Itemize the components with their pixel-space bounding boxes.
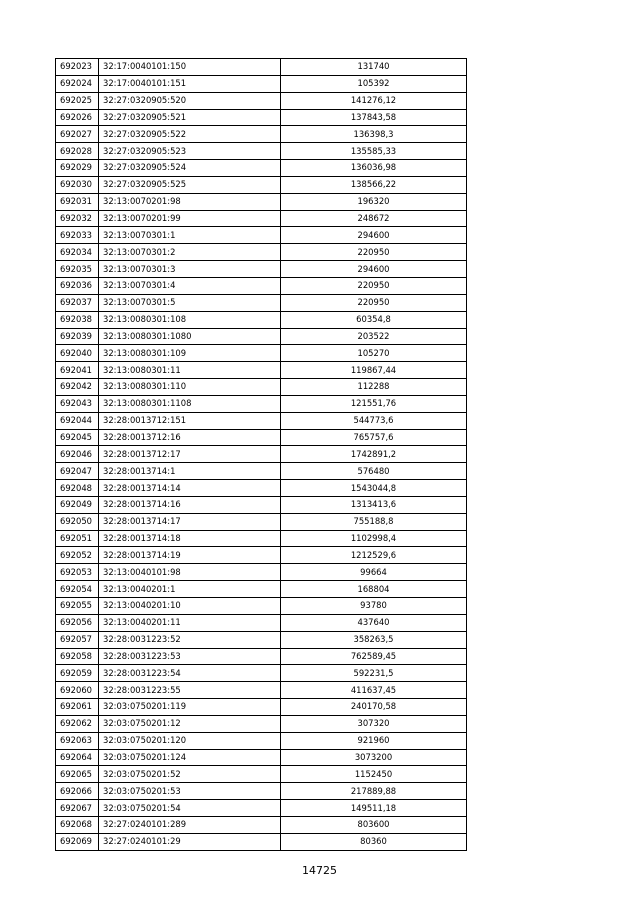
value-cell: 1543044,8 (281, 480, 467, 497)
table-row (56, 412, 467, 429)
cadastral-number-cell: 32:03:0750201:124 (99, 749, 281, 766)
value-cell: 119867,44 (281, 362, 467, 379)
value-cell: 1152450 (281, 766, 467, 783)
cadastral-number-cell: 32:28:0013712:16 (99, 429, 281, 446)
value-cell: 248672 (281, 210, 467, 227)
cadastral-number-cell: 32:13:0080301:108 (99, 311, 281, 328)
cadastral-number-cell: 32:17:0040101:151 (99, 75, 281, 92)
value-cell: 544773,6 (281, 412, 467, 429)
table-row (56, 176, 467, 193)
cadastral-number-cell: 32:03:0750201:52 (99, 766, 281, 783)
value-cell: 1102998,4 (281, 530, 467, 547)
value-cell: 105270 (281, 345, 467, 362)
value-cell: 137843,58 (281, 109, 467, 126)
cadastral-number-cell: 32:27:0320905:523 (99, 143, 281, 160)
row-number-cell: 692041 (56, 362, 99, 379)
row-number-cell: 692067 (56, 800, 99, 817)
cadastral-number-cell: 32:13:0070301:3 (99, 261, 281, 278)
value-cell: 921960 (281, 732, 467, 749)
cadastral-number-cell: 32:03:0750201:119 (99, 699, 281, 716)
row-number-cell: 692052 (56, 547, 99, 564)
value-cell: 294600 (281, 227, 467, 244)
table-row (56, 210, 467, 227)
row-number-cell: 692024 (56, 75, 99, 92)
cadastral-number-cell: 32:27:0320905:520 (99, 92, 281, 109)
row-number-cell: 692036 (56, 277, 99, 294)
table-row (56, 227, 467, 244)
cadastral-number-cell: 32:28:0013714:17 (99, 513, 281, 530)
row-number-cell: 692055 (56, 598, 99, 615)
cadastral-number-cell: 32:13:0070301:2 (99, 244, 281, 261)
cadastral-number-cell: 32:28:0013714:19 (99, 547, 281, 564)
table-row (56, 783, 467, 800)
row-number-cell: 692044 (56, 412, 99, 429)
table-row (56, 92, 467, 109)
value-cell: 141276,12 (281, 92, 467, 109)
value-cell: 1212529,6 (281, 547, 467, 564)
value-cell: 203522 (281, 328, 467, 345)
table-row (56, 564, 467, 581)
row-number-cell: 692035 (56, 261, 99, 278)
value-cell: 168804 (281, 581, 467, 598)
cadastral-number-cell: 32:17:0040101:150 (99, 59, 281, 76)
cadastral-number-cell: 32:27:0320905:525 (99, 176, 281, 193)
cadastral-number-cell: 32:13:0070201:98 (99, 193, 281, 210)
table-row (56, 800, 467, 817)
cadastral-number-cell: 32:28:0013714:16 (99, 496, 281, 513)
value-cell: 131740 (281, 59, 467, 76)
table-row (56, 109, 467, 126)
table-row (56, 530, 467, 547)
value-cell: 138566,22 (281, 176, 467, 193)
row-number-cell: 692042 (56, 379, 99, 396)
cadastral-number-cell: 32:28:0031223:52 (99, 631, 281, 648)
value-cell: 765757,6 (281, 429, 467, 446)
cadastral-number-cell: 32:27:0320905:521 (99, 109, 281, 126)
cadastral-number-cell: 32:28:0013714:1 (99, 463, 281, 480)
value-cell: 576480 (281, 463, 467, 480)
table-row (56, 294, 467, 311)
cadastral-number-cell: 32:27:0320905:522 (99, 126, 281, 143)
row-number-cell: 692054 (56, 581, 99, 598)
table-row (56, 749, 467, 766)
row-number-cell: 692062 (56, 715, 99, 732)
row-number-cell: 692058 (56, 648, 99, 665)
table-row (56, 547, 467, 564)
row-number-cell: 692066 (56, 783, 99, 800)
table-row (56, 244, 467, 261)
cadastral-number-cell: 32:03:0750201:54 (99, 800, 281, 817)
row-number-cell: 692038 (56, 311, 99, 328)
table-row (56, 480, 467, 497)
value-cell: 99664 (281, 564, 467, 581)
table-row (56, 143, 467, 160)
row-number-cell: 692028 (56, 143, 99, 160)
cadastral-number-cell: 32:13:0040201:10 (99, 598, 281, 615)
value-cell: 136036,98 (281, 160, 467, 177)
row-number-cell: 692034 (56, 244, 99, 261)
value-cell: 803600 (281, 816, 467, 833)
row-number-cell: 692023 (56, 59, 99, 76)
value-cell: 60354,8 (281, 311, 467, 328)
cadastral-number-cell: 32:28:0031223:54 (99, 665, 281, 682)
table-row (56, 513, 467, 530)
cadastral-number-cell: 32:28:0031223:53 (99, 648, 281, 665)
value-cell: 1313413,6 (281, 496, 467, 513)
value-cell: 240170,58 (281, 699, 467, 716)
row-number-cell: 692046 (56, 446, 99, 463)
cadastral-value-table (55, 58, 467, 851)
value-cell: 149511,18 (281, 800, 467, 817)
row-number-cell: 692030 (56, 176, 99, 193)
row-number-cell: 692057 (56, 631, 99, 648)
cadastral-number-cell: 32:27:0320905:524 (99, 160, 281, 177)
row-number-cell: 692051 (56, 530, 99, 547)
cadastral-number-cell: 32:28:0013712:17 (99, 446, 281, 463)
row-number-cell: 692026 (56, 109, 99, 126)
row-number-cell: 692043 (56, 395, 99, 412)
cadastral-number-cell: 32:13:0070301:1 (99, 227, 281, 244)
table-body (56, 59, 467, 851)
row-number-cell: 692047 (56, 463, 99, 480)
value-cell: 294600 (281, 261, 467, 278)
table-row (56, 328, 467, 345)
table-row (56, 496, 467, 513)
table-row (56, 311, 467, 328)
cadastral-number-cell: 32:03:0750201:12 (99, 715, 281, 732)
row-number-cell: 692048 (56, 480, 99, 497)
row-number-cell: 692069 (56, 833, 99, 850)
row-number-cell: 692068 (56, 816, 99, 833)
row-number-cell: 692063 (56, 732, 99, 749)
table-row (56, 59, 467, 76)
value-cell: 220950 (281, 294, 467, 311)
cadastral-number-cell: 32:13:0040101:98 (99, 564, 281, 581)
table-row (56, 682, 467, 699)
value-cell: 196320 (281, 193, 467, 210)
table-row (56, 75, 467, 92)
cadastral-number-cell: 32:13:0070301:5 (99, 294, 281, 311)
table-row (56, 160, 467, 177)
row-number-cell: 692033 (56, 227, 99, 244)
row-number-cell: 692037 (56, 294, 99, 311)
row-number-cell: 692045 (56, 429, 99, 446)
value-cell: 1742891,2 (281, 446, 467, 463)
table-row (56, 614, 467, 631)
table-row (56, 581, 467, 598)
row-number-cell: 692064 (56, 749, 99, 766)
table-row (56, 766, 467, 783)
cadastral-number-cell: 32:13:0080301:110 (99, 379, 281, 396)
table-row (56, 395, 467, 412)
value-cell: 121551,76 (281, 395, 467, 412)
table-row (56, 379, 467, 396)
row-number-cell: 692049 (56, 496, 99, 513)
value-cell: 217889,88 (281, 783, 467, 800)
table-row (56, 446, 467, 463)
cadastral-number-cell: 32:13:0040201:1 (99, 581, 281, 598)
value-cell: 136398,3 (281, 126, 467, 143)
table-row (56, 345, 467, 362)
row-number-cell: 692065 (56, 766, 99, 783)
row-number-cell: 692032 (56, 210, 99, 227)
value-cell: 220950 (281, 244, 467, 261)
value-cell: 307320 (281, 715, 467, 732)
value-cell: 93780 (281, 598, 467, 615)
table-row (56, 665, 467, 682)
value-cell: 762589,45 (281, 648, 467, 665)
cadastral-number-cell: 32:28:0013712:151 (99, 412, 281, 429)
cadastral-number-cell: 32:13:0080301:1108 (99, 395, 281, 412)
table-row (56, 631, 467, 648)
row-number-cell: 692029 (56, 160, 99, 177)
value-cell: 105392 (281, 75, 467, 92)
value-cell: 220950 (281, 277, 467, 294)
row-number-cell: 692031 (56, 193, 99, 210)
value-cell: 135585,33 (281, 143, 467, 160)
cadastral-number-cell: 32:28:0013714:14 (99, 480, 281, 497)
value-cell: 112288 (281, 379, 467, 396)
table-row (56, 193, 467, 210)
cadastral-number-cell: 32:13:0040201:11 (99, 614, 281, 631)
value-cell: 592231,5 (281, 665, 467, 682)
page-number: 14725 (302, 864, 337, 877)
row-number-cell: 692060 (56, 682, 99, 699)
table-row (56, 277, 467, 294)
table-row (56, 598, 467, 615)
value-cell: 80360 (281, 833, 467, 850)
row-number-cell: 692027 (56, 126, 99, 143)
table-row (56, 833, 467, 850)
table-row (56, 429, 467, 446)
value-cell: 437640 (281, 614, 467, 631)
table-row (56, 816, 467, 833)
cadastral-number-cell: 32:13:0080301:109 (99, 345, 281, 362)
value-cell: 3073200 (281, 749, 467, 766)
cadastral-number-cell: 32:28:0013714:18 (99, 530, 281, 547)
cadastral-number-cell: 32:13:0070301:4 (99, 277, 281, 294)
table-row (56, 463, 467, 480)
cadastral-number-cell: 32:27:0240101:289 (99, 816, 281, 833)
cadastral-number-cell: 32:27:0240101:29 (99, 833, 281, 850)
row-number-cell: 692025 (56, 92, 99, 109)
row-number-cell: 692053 (56, 564, 99, 581)
table-row (56, 126, 467, 143)
cadastral-number-cell: 32:28:0031223:55 (99, 682, 281, 699)
table-row (56, 261, 467, 278)
value-cell: 358263,5 (281, 631, 467, 648)
cadastral-number-cell: 32:03:0750201:53 (99, 783, 281, 800)
table-row (56, 648, 467, 665)
table-row (56, 732, 467, 749)
row-number-cell: 692061 (56, 699, 99, 716)
cadastral-number-cell: 32:13:0070201:99 (99, 210, 281, 227)
row-number-cell: 692040 (56, 345, 99, 362)
cadastral-number-cell: 32:13:0080301:11 (99, 362, 281, 379)
value-cell: 411637,45 (281, 682, 467, 699)
table-row (56, 699, 467, 716)
row-number-cell: 692056 (56, 614, 99, 631)
table-row (56, 362, 467, 379)
value-cell: 755188,8 (281, 513, 467, 530)
row-number-cell: 692039 (56, 328, 99, 345)
cadastral-number-cell: 32:03:0750201:120 (99, 732, 281, 749)
cadastral-number-cell: 32:13:0080301:1080 (99, 328, 281, 345)
table-row (56, 715, 467, 732)
row-number-cell: 692050 (56, 513, 99, 530)
row-number-cell: 692059 (56, 665, 99, 682)
